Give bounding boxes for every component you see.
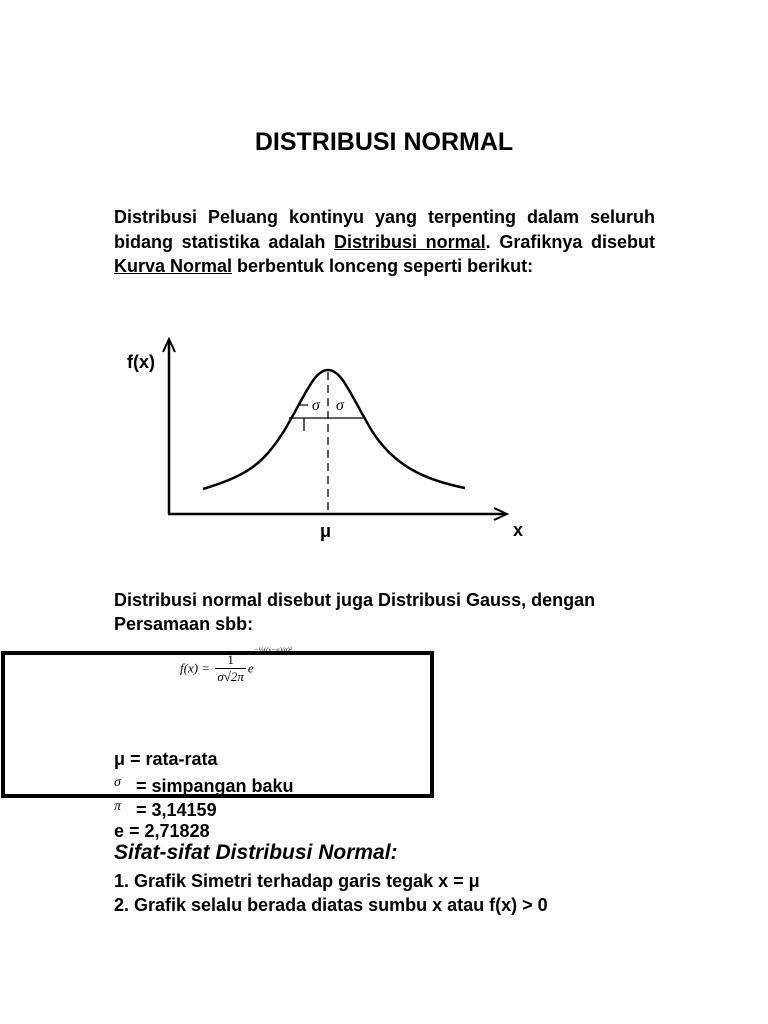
sigma-symbol: σ <box>114 775 121 790</box>
definition-pi <box>114 795 294 819</box>
definition-sigma <box>114 771 294 795</box>
definitions-list <box>114 747 294 843</box>
property-item: 1. Grafik Simetri terhadap garis tegak x = μ <box>114 871 480 891</box>
bell-curve <box>203 370 465 489</box>
mean-label: μ <box>320 521 332 541</box>
definition-text: μ = rata-rata <box>114 749 218 769</box>
formula-base: e <box>247 660 254 676</box>
term-kurva-normal: Kurva Normal <box>114 256 233 276</box>
properties-list <box>114 869 548 917</box>
intro-text-3: berbentuk lonceng seperti berikut: <box>232 256 534 276</box>
definition-text: = 3,14159 <box>136 800 217 820</box>
intro-text-1: Distribusi Peluang kontinyu yang terpenting dalam seluruh bidang statistika adalah <box>114 207 655 252</box>
pi-symbol: π <box>114 799 122 814</box>
normal-pdf-formula <box>180 646 292 685</box>
formula-denominator: σ√2π <box>217 669 244 684</box>
definition-text: e = 2,71828 <box>114 821 210 841</box>
properties-heading: Sifat-sifat Distribusi Normal: <box>114 841 398 864</box>
definition-mean <box>114 747 294 771</box>
sigma-left-label: σ <box>312 397 320 414</box>
y-axis-label: f(x) <box>127 352 155 372</box>
formula-sigma: σ <box>217 669 224 684</box>
definition-text: = simpangan baku <box>136 776 294 796</box>
property-item: 2. Grafik selalu berada diatas sumbu x atau f(x) > 0 <box>114 895 548 915</box>
formula-exponent: −½((x−μ)/σ)² <box>253 646 292 654</box>
formula-root: 2π <box>230 669 244 684</box>
gauss-paragraph: Distribusi normal disebut juga Distribusi Gauss, dengan Persamaan sbb: <box>114 590 596 634</box>
sigma-right-label: σ <box>336 397 344 414</box>
page-title: DISTRIBUSI NORMAL <box>254 128 514 156</box>
x-axis-label: x <box>513 520 524 540</box>
term-distribusi-normal: Distribusi normal <box>334 231 486 252</box>
formula-numerator: 1 <box>215 652 246 669</box>
intro-text-2: . Grafiknya disebut <box>485 231 656 252</box>
definition-e <box>114 819 294 843</box>
formula-lhs: f(x) = <box>180 660 211 676</box>
formula-fraction <box>215 652 246 685</box>
